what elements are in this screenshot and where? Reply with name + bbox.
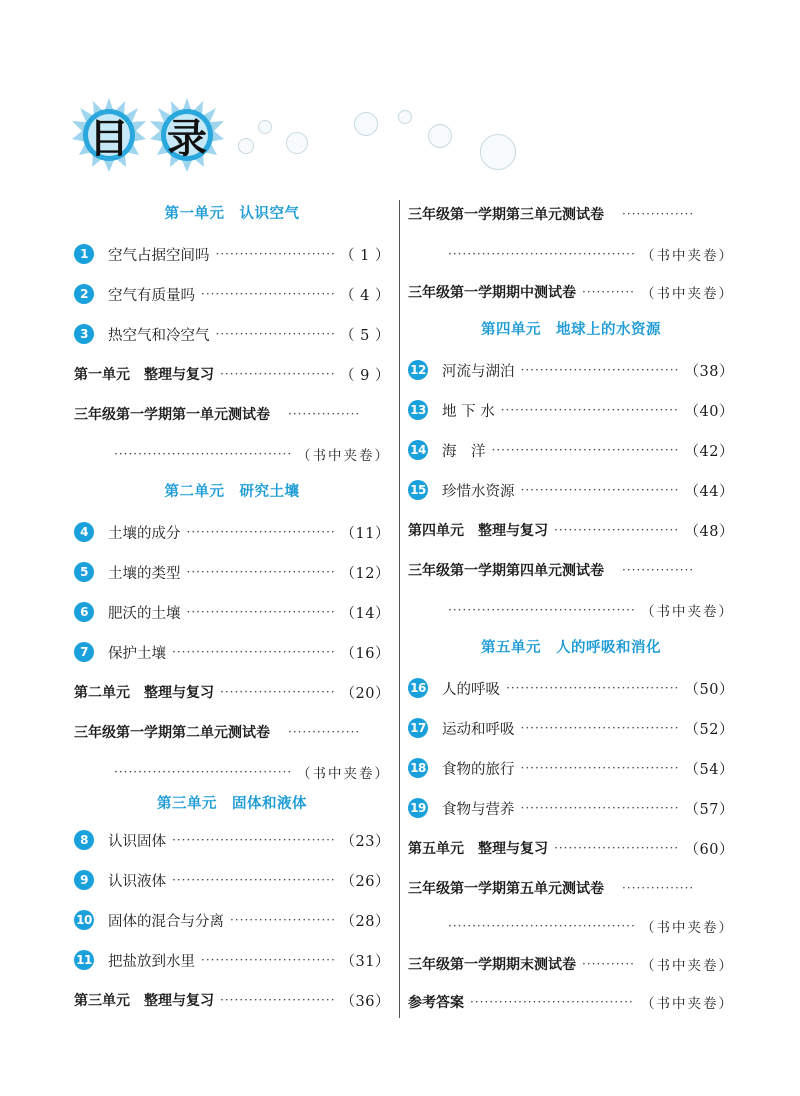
column-divider xyxy=(399,200,400,1018)
dot-leader xyxy=(622,881,692,895)
entry-label: 地 下 水 xyxy=(442,403,495,420)
dot-leader xyxy=(201,953,335,967)
toc-entry[interactable] xyxy=(408,398,734,422)
toc-entry[interactable] xyxy=(74,640,390,664)
page-number: （44） xyxy=(684,483,734,500)
dot-leader xyxy=(172,645,335,659)
page-number: （60） xyxy=(684,841,734,858)
entry-label: 海 洋 xyxy=(442,443,486,460)
entry-label: 参考答案 xyxy=(408,995,464,1011)
entry-label: 空气占据空间吗 xyxy=(108,247,210,264)
entry-label: 珍惜水资源 xyxy=(442,483,515,500)
page-number: （书中夹卷） xyxy=(641,604,734,620)
toc-title-char-2: 录 xyxy=(167,115,207,162)
page-number: （20） xyxy=(340,685,390,702)
toc-entry-test[interactable] xyxy=(408,952,734,976)
lesson-number-badge: 16 xyxy=(408,678,428,698)
toc-entry-review[interactable] xyxy=(74,362,390,386)
dot-leader xyxy=(114,765,291,779)
page-number: （16） xyxy=(340,645,390,662)
dot-leader xyxy=(448,603,635,617)
page-number: （52） xyxy=(684,721,734,738)
dot-leader xyxy=(521,363,679,377)
page-number: （14） xyxy=(340,605,390,622)
bubble-decoration-icon xyxy=(354,112,378,136)
page-number: （28） xyxy=(340,913,390,930)
dot-leader xyxy=(448,247,635,261)
toc-entry[interactable] xyxy=(408,796,734,820)
dot-leader xyxy=(230,913,335,927)
page-number: （12） xyxy=(340,565,390,582)
dot-leader xyxy=(448,919,635,933)
dot-leader xyxy=(521,801,679,815)
entry-label: 运动和呼吸 xyxy=(442,721,515,738)
dot-leader xyxy=(554,841,679,855)
dot-leader xyxy=(201,287,334,301)
lesson-number-badge: 14 xyxy=(408,440,428,460)
toc-entry[interactable] xyxy=(408,676,734,700)
toc-entry-test-page[interactable] xyxy=(408,914,734,938)
toc-entry[interactable] xyxy=(74,560,390,584)
dot-leader xyxy=(172,833,335,847)
toc-entry[interactable] xyxy=(74,282,390,306)
toc-entry-review[interactable] xyxy=(74,680,390,704)
entry-label: 河流与湖泊 xyxy=(442,363,515,380)
dot-leader xyxy=(220,685,335,699)
dot-leader xyxy=(622,563,692,577)
entry-label: 三年级第一学期期末测试卷 xyxy=(408,957,576,973)
page-number: （26） xyxy=(340,873,390,890)
entry-label: 热空气和冷空气 xyxy=(108,327,210,344)
lesson-number-badge: 3 xyxy=(74,324,94,344)
entry-label: 认识液体 xyxy=(108,873,166,890)
entry-label: 三年级第一学期期中测试卷 xyxy=(408,285,576,301)
page-number: （42） xyxy=(684,443,734,460)
page-number: （书中夹卷） xyxy=(297,766,390,782)
page-number: （50） xyxy=(684,681,734,698)
toc-entry-review[interactable] xyxy=(74,988,390,1012)
toc-entry[interactable] xyxy=(74,600,390,624)
unit-3-title: 第三单元 固体和液体 xyxy=(157,796,307,812)
bubble-decoration-icon xyxy=(480,134,516,170)
page-number: （书中夹卷） xyxy=(297,448,390,464)
toc-entry[interactable] xyxy=(74,948,390,972)
dot-leader xyxy=(187,565,335,579)
entry-label: 保护土壤 xyxy=(108,645,166,662)
page-number: （ 4 ） xyxy=(340,287,390,304)
dot-leader xyxy=(554,523,679,537)
page-number: （书中夹卷） xyxy=(641,286,734,302)
dot-leader xyxy=(470,995,635,1009)
toc-entry-test[interactable] xyxy=(408,280,734,304)
toc-entry[interactable] xyxy=(74,868,390,892)
lesson-number-badge: 7 xyxy=(74,642,94,662)
lesson-number-badge: 4 xyxy=(74,522,94,542)
dot-leader xyxy=(582,957,635,971)
bubble-decoration-icon xyxy=(398,110,412,124)
entry-label: 人的呼吸 xyxy=(442,681,500,698)
unit-4-title: 第四单元 地球上的水资源 xyxy=(481,322,661,338)
lesson-number-badge: 18 xyxy=(408,758,428,778)
dot-leader xyxy=(187,525,335,539)
dot-leader xyxy=(521,761,679,775)
toc-entry-test-page[interactable] xyxy=(74,760,390,784)
toc-entry-test[interactable] xyxy=(74,720,390,744)
entry-label: 固体的混合与分离 xyxy=(108,913,224,930)
dot-leader xyxy=(521,721,679,735)
dot-leader xyxy=(506,681,679,695)
entry-label: 肥沃的土壤 xyxy=(108,605,181,622)
unit-5-title: 第五单元 人的呼吸和消化 xyxy=(481,640,661,656)
page-number: （11） xyxy=(340,525,390,542)
bubble-decoration-icon xyxy=(428,124,452,148)
entry-label: 三年级第一学期第三单元测试卷 xyxy=(408,207,604,223)
dot-leader xyxy=(288,407,358,421)
entry-label: 土壤的成分 xyxy=(108,525,181,542)
lesson-number-badge: 13 xyxy=(408,400,428,420)
page-number: （36） xyxy=(340,993,390,1010)
lesson-number-badge: 2 xyxy=(74,284,94,304)
dot-leader xyxy=(114,447,291,461)
toc-entry-test[interactable] xyxy=(74,402,390,426)
entry-label: 三年级第一学期第二单元测试卷 xyxy=(74,725,270,741)
page-number: （ 1 ） xyxy=(340,247,390,264)
dot-leader xyxy=(216,327,335,341)
page-number: （书中夹卷） xyxy=(641,920,734,936)
bubble-decoration-icon xyxy=(238,138,254,154)
lesson-number-badge: 11 xyxy=(74,950,94,970)
toc-header xyxy=(72,98,752,178)
page-number: （31） xyxy=(340,953,390,970)
toc-entry-test-page[interactable] xyxy=(408,242,734,266)
page-number: （ 5 ） xyxy=(340,327,390,344)
toc-entry[interactable] xyxy=(74,242,390,266)
dot-leader xyxy=(521,483,679,497)
entry-label: 食物与营养 xyxy=(442,801,515,818)
lesson-number-badge: 1 xyxy=(74,244,94,264)
toc-entry-answers[interactable] xyxy=(408,990,734,1014)
page-number: （54） xyxy=(684,761,734,778)
lesson-number-badge: 17 xyxy=(408,718,428,738)
entry-label: 把盐放到水里 xyxy=(108,953,195,970)
page-number: （40） xyxy=(684,403,734,420)
page-number: （书中夹卷） xyxy=(641,958,734,974)
dot-leader xyxy=(288,725,358,739)
entry-label: 第一单元 整理与复习 xyxy=(74,367,214,383)
toc-entry-review[interactable] xyxy=(408,836,734,860)
entry-label: 食物的旅行 xyxy=(442,761,515,778)
toc-entry[interactable] xyxy=(408,716,734,740)
dot-leader xyxy=(187,605,335,619)
dot-leader xyxy=(582,285,635,299)
toc-entry-test-page[interactable] xyxy=(74,442,390,466)
lesson-number-badge: 15 xyxy=(408,480,428,500)
starburst-badge-icon xyxy=(72,98,146,172)
page-number: （书中夹卷） xyxy=(641,248,734,264)
entry-label: 认识固体 xyxy=(108,833,166,850)
page-number: （23） xyxy=(340,833,390,850)
lesson-number-badge: 9 xyxy=(74,870,94,890)
toc-entry[interactable] xyxy=(408,438,734,462)
entry-label: 第二单元 整理与复习 xyxy=(74,685,214,701)
entry-label: 土壤的类型 xyxy=(108,565,181,582)
toc-entry-test[interactable] xyxy=(408,876,734,900)
entry-label: 第三单元 整理与复习 xyxy=(74,993,214,1009)
unit-1-title: 第一单元 认识空气 xyxy=(164,206,300,222)
entry-label: 第四单元 整理与复习 xyxy=(408,523,548,539)
page-number: （48） xyxy=(684,523,734,540)
dot-leader xyxy=(220,993,335,1007)
toc-entry[interactable] xyxy=(74,520,390,544)
lesson-number-badge: 12 xyxy=(408,360,428,380)
bubble-decoration-icon xyxy=(286,132,308,154)
dot-leader xyxy=(216,247,335,261)
starburst-badge-icon xyxy=(150,98,224,172)
entry-label: 三年级第一学期第一单元测试卷 xyxy=(74,407,270,423)
lesson-number-badge: 6 xyxy=(74,602,94,622)
bubble-decoration-icon xyxy=(258,120,272,134)
dot-leader xyxy=(220,367,334,381)
toc-entry[interactable] xyxy=(408,478,734,502)
dot-leader xyxy=(172,873,335,887)
entry-label: 三年级第一学期第四单元测试卷 xyxy=(408,563,604,579)
toc-entry-review[interactable] xyxy=(408,518,734,542)
lesson-number-badge: 5 xyxy=(74,562,94,582)
entry-label: 第五单元 整理与复习 xyxy=(408,841,548,857)
dot-leader xyxy=(501,403,679,417)
unit-2-title: 第二单元 研究土壤 xyxy=(164,484,300,500)
toc-entry-test[interactable] xyxy=(408,202,734,226)
toc-title-char-1: 目 xyxy=(89,115,129,162)
toc-entry[interactable] xyxy=(74,322,390,346)
dot-leader xyxy=(622,207,692,221)
dot-leader xyxy=(492,443,679,457)
toc-entry[interactable] xyxy=(74,908,390,932)
toc-entry-test-page[interactable] xyxy=(408,598,734,622)
entry-label: 三年级第一学期第五单元测试卷 xyxy=(408,881,604,897)
lesson-number-badge: 10 xyxy=(74,910,94,930)
page-number: （ 9 ） xyxy=(340,367,390,384)
page-number: （书中夹卷） xyxy=(641,996,734,1012)
toc-entry[interactable] xyxy=(408,756,734,780)
toc-entry-test[interactable] xyxy=(408,558,734,582)
entry-label: 空气有质量吗 xyxy=(108,287,195,304)
toc-entry[interactable] xyxy=(408,358,734,382)
page-number: （57） xyxy=(684,801,734,818)
lesson-number-badge: 19 xyxy=(408,798,428,818)
toc-entry[interactable] xyxy=(74,828,390,852)
lesson-number-badge: 8 xyxy=(74,830,94,850)
page-number: （38） xyxy=(684,363,734,380)
